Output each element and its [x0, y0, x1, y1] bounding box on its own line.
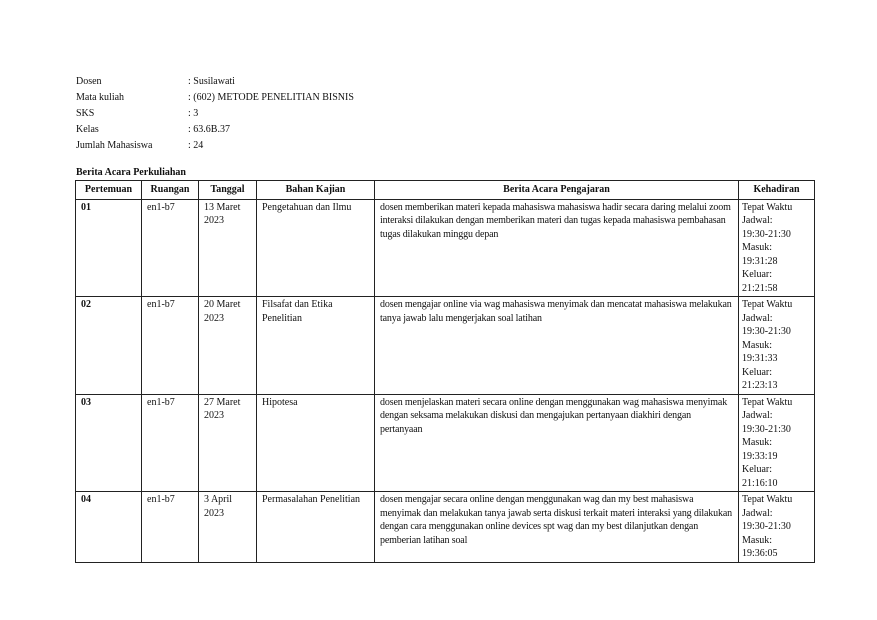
kehadiran-status: Tepat Waktu	[742, 396, 793, 408]
kehadiran-jadwal: 19:30-21:30	[742, 521, 791, 532]
cell-ruangan: en1-b7	[142, 394, 199, 492]
cell-kehadiran	[739, 492, 815, 563]
info-value: : 3	[188, 108, 199, 119]
cell-berita-acara: dosen mengajar secara online dengan menggunakan wag dan my best mahasiswa menyimak dan melakukan tanya jawab serta diskusi terkait materi interaksi yang dilakukan dengan cara menggunakan online devices spt wag dan my best dilanjutkan dengan pemberian latihan soal	[375, 492, 739, 563]
info-label: SKS	[76, 108, 95, 119]
header-bahan-kajian: Bahan Kajian	[257, 181, 375, 200]
cell-tanggal: 20 Maret 2023	[199, 297, 257, 395]
kehadiran-status: Tepat Waktu	[742, 494, 793, 505]
kehadiran-jadwal-label: Jadwal:	[742, 410, 773, 421]
cell-bahan-kajian: Hipotesa	[257, 394, 375, 492]
header-pertemuan: Pertemuan	[76, 181, 142, 200]
cell-pertemuan: 02	[76, 297, 142, 395]
table-row	[76, 394, 815, 492]
kehadiran-keluar: 21:16:10	[742, 477, 778, 489]
cell-kehadiran	[739, 297, 815, 395]
info-label: Jumlah Mahasiswa	[76, 140, 153, 151]
cell-berita-acara: dosen mengajar online via wag mahasiswa menyimak dan mencatat mahasiswa melakukan tanya jawab lalu mengerjakan soal latihan	[375, 297, 739, 395]
kehadiran-masuk: 19:31:28	[742, 255, 778, 267]
kehadiran-masuk-label: Masuk:	[742, 339, 772, 351]
kehadiran-keluar-label: Keluar:	[742, 366, 772, 378]
cell-ruangan: en1-b7	[142, 492, 199, 563]
header-kehadiran: Kehadiran	[739, 181, 815, 200]
course-info	[76, 74, 354, 154]
header-tanggal: Tanggal	[199, 181, 257, 200]
kehadiran-masuk-label: Masuk:	[742, 534, 772, 546]
info-row-dosen	[76, 74, 354, 90]
info-label: Kelas	[76, 124, 99, 135]
kehadiran-jadwal: 19:30-21:30	[742, 228, 791, 240]
header-ruangan: Ruangan	[142, 181, 199, 200]
kehadiran-jadwal: 19:30-21:30	[742, 326, 791, 337]
cell-kehadiran	[739, 394, 815, 492]
kehadiran-keluar: 21:21:58	[742, 282, 778, 294]
cell-pertemuan: 04	[76, 492, 142, 563]
kehadiran-jadwal-label: Jadwal:	[742, 312, 773, 324]
table-row	[76, 492, 815, 563]
cell-kehadiran	[739, 199, 815, 297]
section-title: Berita Acara Perkuliahan	[76, 167, 186, 178]
info-label: Dosen	[76, 76, 102, 87]
kehadiran-masuk-label: Masuk:	[742, 437, 772, 448]
cell-ruangan: en1-b7	[142, 199, 199, 297]
header-berita-acara: Berita Acara Pengajaran	[375, 181, 739, 200]
cell-bahan-kajian: Filsafat dan Etika Penelitian	[257, 297, 375, 395]
cell-tanggal: 13 Maret 2023	[199, 199, 257, 297]
table-header-row	[76, 181, 815, 200]
kehadiran-status: Tepat Waktu	[742, 299, 793, 310]
info-row-sks	[76, 106, 354, 122]
kehadiran-jadwal: 19:30-21:30	[742, 423, 791, 435]
kehadiran-jadwal-label: Jadwal:	[742, 215, 773, 226]
kehadiran-masuk: 19:33:19	[742, 450, 778, 462]
cell-pertemuan: 01	[76, 199, 142, 297]
kehadiran-masuk: 19:31:33	[742, 353, 778, 364]
kehadiran-masuk: 19:36:05	[742, 548, 778, 559]
info-value: : Susilawati	[188, 76, 235, 87]
kehadiran-jadwal-label: Jadwal:	[742, 507, 773, 519]
info-row-mata-kuliah	[76, 90, 354, 106]
kehadiran-keluar: 21:23:13	[742, 380, 778, 391]
kehadiran-status: Tepat Waktu	[742, 201, 793, 213]
info-value: : 63.6B.37	[188, 124, 230, 135]
cell-bahan-kajian: Permasalahan Penelitian	[257, 492, 375, 563]
info-label: Mata kuliah	[76, 92, 125, 103]
info-value: : 24	[188, 140, 204, 151]
cell-tanggal: 27 Maret 2023	[199, 394, 257, 492]
cell-tanggal: 3 April 2023	[199, 492, 257, 563]
kehadiran-keluar-label: Keluar:	[742, 464, 772, 475]
info-value: : (602) METODE PENELITIAN BISNIS	[188, 92, 354, 103]
cell-pertemuan: 03	[76, 394, 142, 492]
cell-bahan-kajian: Pengetahuan dan Ilmu	[257, 199, 375, 297]
table-row	[76, 297, 815, 395]
table-row	[76, 199, 815, 297]
cell-berita-acara: dosen memberikan materi kepada mahasiswa mahasiswa hadir secara daring melalui zoom interaksi dilakukan dengan memberikan materi dan tugas kepada mahasiswa pembahasan tugas dilakukan minggu depan	[375, 199, 739, 297]
cell-ruangan: en1-b7	[142, 297, 199, 395]
kehadiran-masuk-label: Masuk:	[742, 242, 772, 253]
kehadiran-keluar-label: Keluar:	[742, 269, 772, 280]
berita-acara-table	[75, 180, 815, 563]
info-row-jumlah-mahasiswa	[76, 138, 354, 154]
cell-berita-acara: dosen menjelaskan materi secara online dengan menggunakan wag mahasiswa menyimak dengan seksama melakukan diskusi dan mengajukan pertanyaan diakhiri dengan pertanyaan	[375, 394, 739, 492]
info-row-kelas	[76, 122, 354, 138]
